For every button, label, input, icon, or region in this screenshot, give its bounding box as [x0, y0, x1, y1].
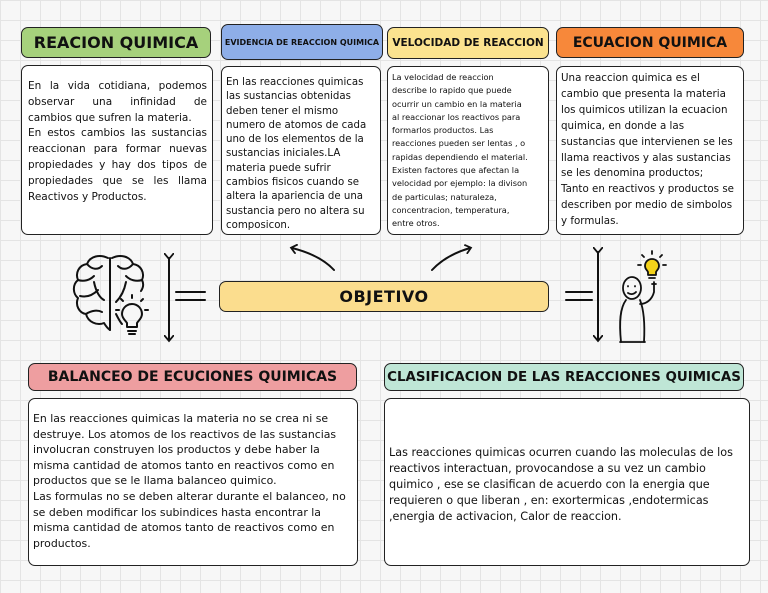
- text-reaccion-quimica: En la vida cotidiana, podemos observar una infinidad de cambios que sufren la materia. En estos cambios las sustancias reaccionan para formar nuevas propiedades y hay dos tipos de propiedades que se les llama Reactivos y Productos.: [21, 65, 213, 235]
- header-evidencia: EVIDENCIA DE REACCION QUIMICA: [221, 24, 383, 60]
- objetivo-box: OBJETIVO: [219, 281, 549, 312]
- brain-lightbulb-icon: [70, 252, 154, 340]
- text-velocidad: La velocidad de reaccion describe lo rapido que puede ocurrir un cambio en la materia al reaccionar los reactivos para formarlos productos. Las reacciones pueden ser lentas , o rapidas dependiendo el material. Existen factores que afectan la velocidad por ejemplo: la divison de particulas; naturaleza, concentracion, temperatura, entre otros.: [387, 66, 549, 235]
- header-ecuacion: ECUACION QUIMICA: [556, 27, 744, 58]
- curve-arrow-left: [292, 248, 334, 270]
- text-balanceo: En las reacciones quimicas la materia no se crea ni se destruye. Los atomos de los reactivos de las sustancias involucran construyen los productos y debe haber la misma cantidad de atomos tanto en reactivos como en productos que se le llama balanceo quimico. Las formulas no se deben alterar durante el balanceo, no se deben modificar los subindices hasta encontrar la misma cantidad de atomos tanto de reactivos como en productos.: [28, 398, 358, 566]
- curve-arrow-right: [432, 248, 470, 270]
- header-reaccion-quimica: REACION QUIMICA: [21, 27, 211, 58]
- text-clasificacion: Las reacciones quimicas ocurren cuando las moleculas de los reactivos interactuan, provocandose a su vez un cambio quimico , ese se clasifican de acuerdo con la energia que requieren o que liberan , en: exortermicas ,endotermicas ,energia de activacion, Calor de reaccion.: [384, 398, 750, 566]
- header-clasificacion: CLASIFICACION DE LAS REACCIONES QUIMICAS: [384, 363, 744, 391]
- person-idea-icon: [614, 248, 670, 348]
- text-ecuacion: Una reaccion quimica es el cambio que presenta la materia los quimicos utilizan la ecuacion quimica, en donde a las sustancias que intervienen se les llama reactivos y alas sustancias se les denomina productos; Tanto en reactivos y productos se describen por medio de simbolos y formulas.: [556, 66, 744, 235]
- text-evidencia: En las reacciones quimicas las sustancias obtenidas deben tener el mismo numero de atomos de cada uno de los elementos de la sustancias iniciales.LA materia puede sufrir cambios fisicos cuando se altera la apariencia de una sustancia pero no altera su composicon.: [221, 66, 381, 235]
- header-balanceo: BALANCEO DE ECUCIONES QUIMICAS: [28, 363, 357, 391]
- header-velocidad: VELOCIDAD DE REACCION: [387, 27, 549, 59]
